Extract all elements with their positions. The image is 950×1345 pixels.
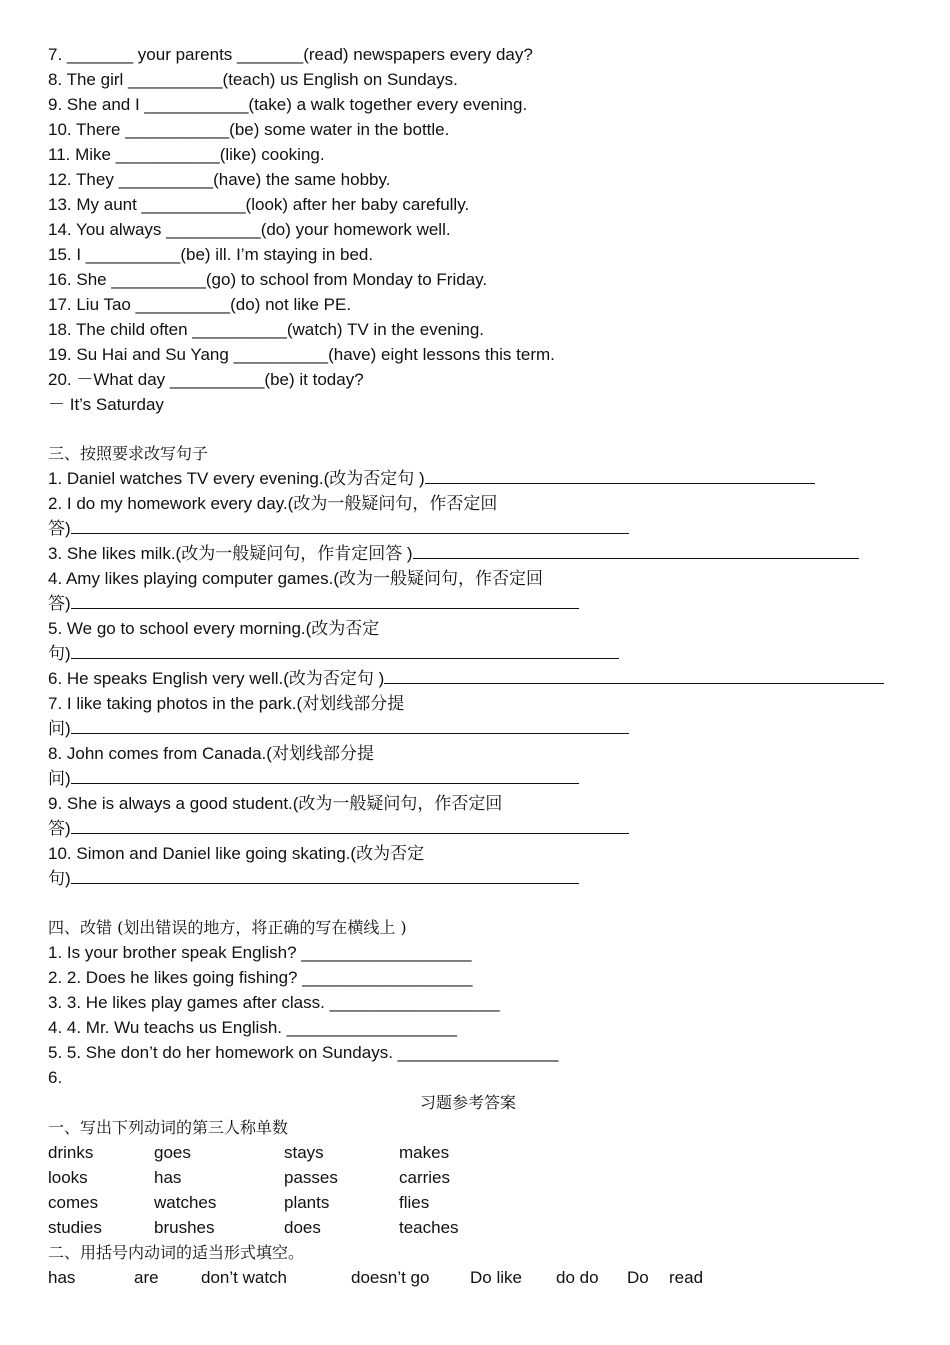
answer-cell: watches (154, 1193, 217, 1212)
question-tail: 问) (48, 719, 71, 738)
answer-cell: Do (627, 1268, 649, 1287)
list-item: 13. My aunt ___________(look) after her baby carefully. (48, 195, 470, 214)
answer-cell: plants (284, 1193, 330, 1212)
answer-blank[interactable] (71, 816, 629, 834)
answer-cell: has (154, 1168, 182, 1187)
answer-blank[interactable] (425, 466, 815, 484)
answer-cell: do do (556, 1268, 599, 1287)
worksheet-page (48, 42, 928, 1290)
list-item: 4. Amy likes playing computer games.(改为一般疑问句，作否定回 (48, 569, 544, 588)
answer-cell: doesn’t go (351, 1268, 430, 1287)
answer-cell: read (669, 1268, 704, 1287)
list-item: 19. Su Hai and Su Yang __________(have) eight lessons this term. (48, 345, 555, 364)
section-title: 四、改错 (划出错误的地方，将正确的写在横线上 ) (48, 918, 407, 937)
section-title: 二、用括号内动词的适当形式填空。 (48, 1243, 305, 1262)
answer-blank[interactable] (384, 666, 884, 684)
answer-cell: has (48, 1268, 76, 1287)
answer-cell: comes (48, 1193, 99, 1212)
list-item: 6. (48, 1068, 63, 1087)
answer-cell: are (134, 1268, 159, 1287)
list-item (48, 466, 928, 491)
answer-blank[interactable] (71, 516, 629, 534)
answer-blank[interactable] (71, 766, 579, 784)
list-item (48, 541, 928, 566)
list-item: 15. I __________(be) ill. I’m staying in bed. (48, 245, 374, 264)
list-item: 9. She is always a good student.(改为一般疑问句，作否定回 (48, 794, 503, 813)
list-item: 7. I like taking photos in the park.(对划线部分提 (48, 694, 405, 713)
answer-row (48, 1165, 928, 1190)
answer-cell: carries (399, 1168, 451, 1187)
question-tail: 句) (48, 644, 71, 663)
list-item: 9. She and I ___________(take) a walk together every evening. (48, 95, 528, 114)
question-text: 6. He speaks English very well.(改为否定句 ) (48, 669, 385, 688)
answer-cell: makes (399, 1143, 450, 1162)
answer-row (48, 1190, 928, 1215)
answer-cell: don’t watch (201, 1268, 287, 1287)
list-item: 5. We go to school every morning.(改为否定 (48, 619, 380, 638)
answer-row (48, 1265, 928, 1290)
list-item: 3. 3. He likes play games after class. __________________ (48, 993, 500, 1012)
answer-key-title: 习题参考答案 (419, 1093, 516, 1112)
fill-in-continued (48, 42, 928, 417)
answer-cell: studies (48, 1218, 102, 1237)
question-tail: 句) (48, 869, 71, 888)
list-item (48, 666, 928, 691)
list-item (48, 591, 928, 616)
answer-blank[interactable] (413, 541, 859, 559)
answer-cell: brushes (154, 1218, 215, 1237)
list-item (48, 641, 928, 666)
list-item: 7. _______ your parents _______(read) newspapers every day? (48, 45, 533, 64)
answer-blank[interactable] (71, 641, 619, 659)
question-tail: 答) (48, 594, 71, 613)
answer-row (48, 1215, 928, 1240)
list-item: 17. Liu Tao __________(do) not like PE. (48, 295, 352, 314)
list-item: 20. －What day __________(be) it today? (48, 370, 364, 389)
list-item: 5. 5. She don’t do her homework on Sundays. _________________ (48, 1043, 559, 1062)
answer-row (48, 1140, 928, 1165)
list-item: 14. You always __________(do) your homework well. (48, 220, 451, 239)
list-item: 11. Mike ___________(like) cooking. (48, 145, 325, 164)
section-title: 三、按照要求改写句子 (48, 444, 209, 463)
answer-cell: teaches (399, 1218, 459, 1237)
answer-cell: goes (154, 1143, 191, 1162)
question-tail: 问) (48, 769, 71, 788)
answer-cell: stays (284, 1143, 324, 1162)
answer-blank[interactable] (71, 866, 579, 884)
list-item: 8. The girl __________(teach) us English on Sundays. (48, 70, 458, 89)
question-text: 3. She likes milk.(改为一般疑问句，作肯定回答 ) (48, 544, 413, 563)
question-tail: 答) (48, 819, 71, 838)
list-item (48, 866, 928, 891)
question-text: 1. Daniel watches TV every evening.(改为否定句 ) (48, 469, 425, 488)
list-item: 10. Simon and Daniel like going skating.(改为否定 (48, 844, 425, 863)
list-item (48, 716, 928, 741)
section-rewrite (48, 441, 928, 891)
list-item: 2. I do my homework every day.(改为一般疑问句，作否定回 (48, 494, 498, 513)
answer-cell: Do like (470, 1268, 522, 1287)
list-item: 8. John comes from Canada.(对划线部分提 (48, 744, 374, 763)
answer-cell: looks (48, 1168, 88, 1187)
answer-cell: flies (399, 1193, 430, 1212)
answer-cell: drinks (48, 1143, 94, 1162)
answer-cell: does (284, 1218, 321, 1237)
list-item: － It’s Saturday (48, 395, 164, 414)
section-correction (48, 915, 928, 1090)
list-item (48, 816, 928, 841)
list-item: 4. 4. Mr. Wu teachs us English. __________________ (48, 1018, 457, 1037)
list-item: 10. There ___________(be) some water in the bottle. (48, 120, 450, 139)
section-title: 一、写出下列动词的第三人称单数 (48, 1118, 289, 1137)
answer-key (48, 1090, 928, 1290)
list-item: 1. Is your brother speak English? __________________ (48, 943, 472, 962)
answer-cell: passes (284, 1168, 338, 1187)
list-item (48, 516, 928, 541)
answer-blank[interactable] (71, 591, 579, 609)
list-item (48, 766, 928, 791)
list-item: 16. She __________(go) to school from Monday to Friday. (48, 270, 488, 289)
list-item: 12. They __________(have) the same hobby. (48, 170, 391, 189)
question-tail: 答) (48, 519, 71, 538)
list-item: 2. 2. Does he likes going fishing? __________________ (48, 968, 473, 987)
list-item: 18. The child often __________(watch) TV in the evening. (48, 320, 485, 339)
answer-blank[interactable] (71, 716, 629, 734)
